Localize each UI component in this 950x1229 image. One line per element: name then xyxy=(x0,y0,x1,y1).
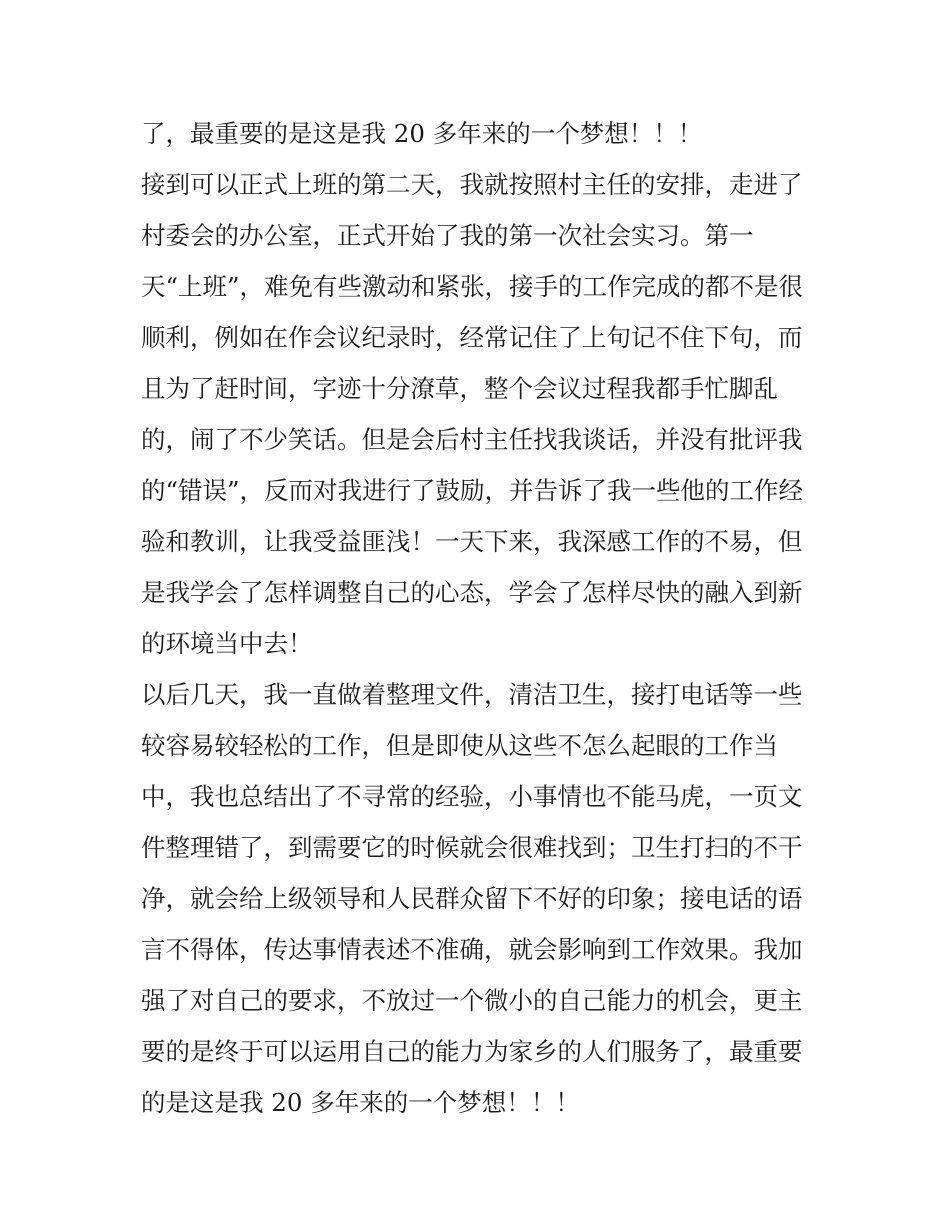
text-line: 件整理错了，到需要它的时候就会很难找到；卫生打扫的不干 xyxy=(141,833,803,862)
text-line: 顺利，例如在作会议纪录时，经常记住了上句记不住下句，而 xyxy=(141,323,803,352)
text-line: 强了对自己的要求，不放过一个微小的自己能力的机会，更主 xyxy=(141,986,803,1015)
text-line: 净，就会给上级领导和人民群众留下不好的印象；接电话的语 xyxy=(141,884,803,913)
text-line: 要的是终于可以运用自己的能力为家乡的人们服务了，最重要 xyxy=(141,1037,803,1066)
text-line: 以后几天，我一直做着整理文件，清洁卫生，接打电话等一些 xyxy=(141,680,803,709)
text-line: 中，我也总结出了不寻常的经验，小事情也不能马虎，一页文 xyxy=(141,782,803,811)
text-line: 了，最重要的是这是我 20 多年来的一个梦想！！！ xyxy=(141,119,703,148)
body-text xyxy=(141,108,821,1128)
text-line: 天“上班”，难免有些激动和紧张，接手的工作完成的都不是很 xyxy=(141,272,804,301)
text-line: 村委会的办公室，正式开始了我的第一次社会实习。第一 xyxy=(141,221,754,250)
text-line: 的是这是我 20 多年来的一个梦想！！！ xyxy=(141,1088,580,1117)
text-line: 接到可以正式上班的第二天，我就按照村主任的安排，走进了 xyxy=(141,170,803,199)
text-line: 较容易较轻松的工作，但是即使从这些不怎么起眼的工作当 xyxy=(141,731,778,760)
text-line: 的，闹了不少笑话。但是会后村主任找我谈话，并没有批评我 xyxy=(141,425,803,454)
text-line: 且为了赶时间，字迹十分潦草，整个会议过程我都手忙脚乱 xyxy=(141,374,778,403)
text-line: 验和教训，让我受益匪浅！一天下来，我深感工作的不易，但 xyxy=(141,527,803,556)
text-line: 的“错误”，反而对我进行了鼓励，并告诉了我一些他的工作经 xyxy=(141,476,804,505)
text-line: 的环境当中去！ xyxy=(141,629,313,658)
text-line: 是我学会了怎样调整自己的心态，学会了怎样尽快的融入到新 xyxy=(141,578,803,607)
text-line: 言不得体，传达事情表述不准确，就会影响到工作效果。我加 xyxy=(141,935,803,964)
